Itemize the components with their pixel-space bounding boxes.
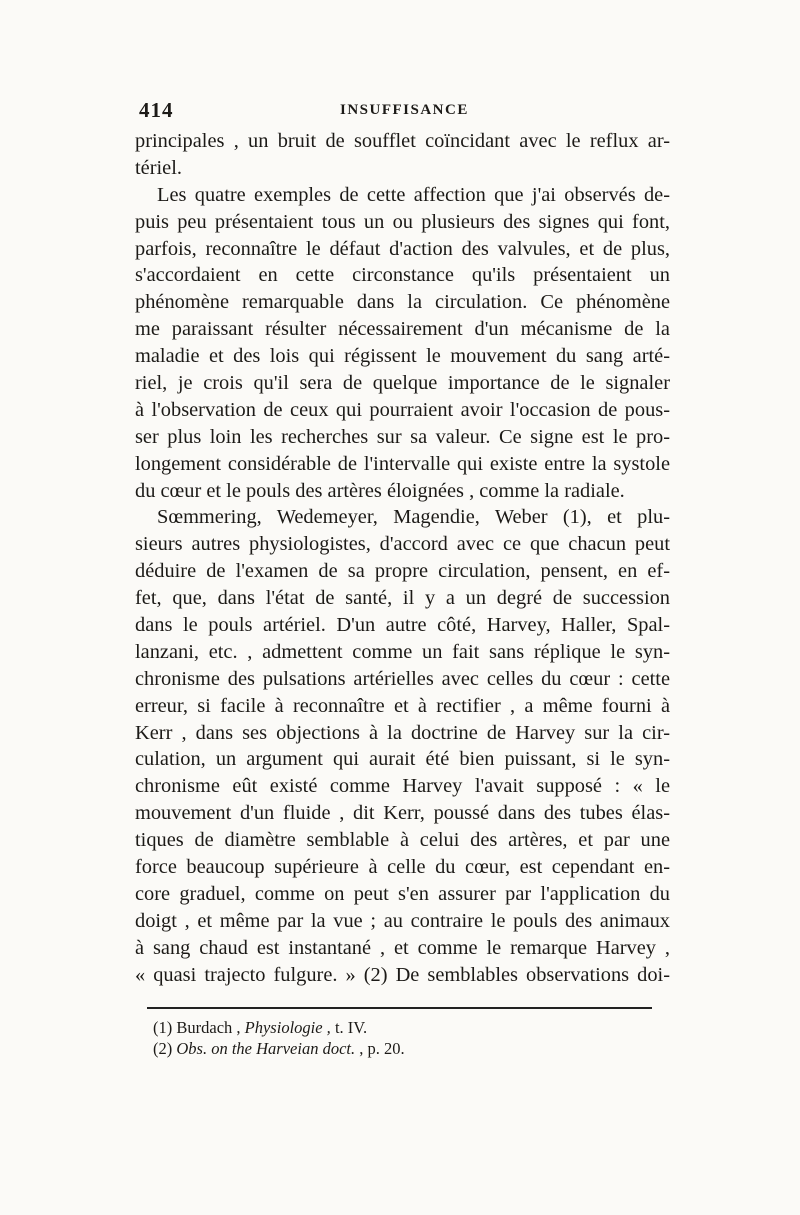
text-line: parfois, reconnaître le défaut d'action des valvules, et de plus,: [135, 237, 670, 260]
text-line: force beaucoup supérieure à celle du cœur, est cependant en-: [135, 856, 670, 879]
text-line: chronisme des pulsations artérielles avec celles du cœur : cette: [135, 667, 670, 690]
page-header: [135, 98, 670, 128]
text-line: erreur, si facile à reconnaître et à rectifier , a même fourni à: [135, 694, 670, 717]
text-line: doigt , et même par la vue ; au contraire le pouls des animaux: [135, 909, 670, 932]
footnote-marker: (2): [153, 1038, 173, 1058]
running-head: INSUFFISANCE: [340, 102, 469, 118]
footnote-marker: (1): [153, 1017, 173, 1037]
text-line: à l'observation de ceux qui pourraient avoir l'occasion de pous-: [135, 398, 670, 421]
text-line: tiques de diamètre semblable à celui des artères, et par une: [135, 829, 670, 852]
text-line: à sang chaud est instantané , et comme le remarque Harvey ,: [135, 936, 670, 959]
text-line: riel, je crois qu'il sera de quelque importance de le signaler: [135, 372, 670, 395]
text-line: longement considérable de l'intervalle qui existe entre la systole: [135, 452, 670, 475]
text-line: tériel.: [135, 156, 182, 179]
footnote-title: Physiologie ,: [244, 1017, 331, 1037]
footnote-reference: t. IV.: [334, 1017, 368, 1037]
text-line: core graduel, comme on peut s'en assurer par l'application du: [135, 882, 670, 905]
text-line: me paraissant résulter nécessairement d'un mécanisme de la: [135, 318, 670, 341]
book-page: [135, 98, 670, 1059]
text-line: sieurs autres physiologistes, d'accord avec ce que chacun peut: [135, 533, 670, 556]
text-line: culation, un argument qui aurait été bien puissant, si le syn-: [135, 748, 670, 771]
text-line: Kerr , dans ses objections à la doctrine de Harvey sur la cir-: [135, 721, 670, 744]
footnote-divider: [147, 1007, 652, 1009]
text-line: dans le pouls artériel. D'un autre côté, Harvey, Haller, Spal-: [135, 614, 670, 637]
text-line: mouvement d'un fluide , dit Kerr, poussé dans des tubes élas-: [135, 802, 670, 825]
text-line: phénomène remarquable dans la circulation. Ce phénomène: [135, 291, 670, 314]
text-line: s'accordaient en cette circonstance qu'ils présentaient un: [135, 264, 670, 287]
footnotes: [135, 1017, 670, 1059]
text-line: déduire de l'examen de sa propre circulation, pensent, en ef-: [135, 560, 670, 583]
footnote-reference: , p. 20.: [359, 1038, 405, 1058]
text-line: principales , un bruit de soufflet coïncidant avec le reflux ar-: [135, 130, 670, 152]
text-line: ser plus loin les recherches sur sa valeur. Ce signe est le pro-: [135, 425, 670, 448]
text-line: Les quatre exemples de cette affection que j'ai observés de-: [157, 183, 670, 206]
footnote: [153, 1038, 670, 1059]
footnote-title: Obs. on the Harveian doct.: [176, 1038, 356, 1058]
page-number: 414: [139, 98, 174, 122]
body-text: [135, 128, 670, 989]
text-line: Sœmmering, Wedemeyer, Magendie, Weber (1), et plu-: [157, 506, 670, 529]
text-line: chronisme eût existé comme Harvey l'avait supposé : « le: [135, 775, 670, 798]
text-line: lanzani, etc. , admettent comme un fait sans réplique le syn-: [135, 640, 670, 663]
footnote: [153, 1017, 670, 1038]
text-line: fet, que, dans l'état de santé, il y a un degré de succession: [135, 587, 670, 610]
text-line: maladie et des lois qui régissent le mouvement du sang arté-: [135, 345, 670, 368]
footnote-author: Burdach ,: [176, 1017, 241, 1037]
text-line: du cœur et le pouls des artères éloignées , comme la radiale.: [135, 479, 625, 502]
text-line: « quasi trajecto fulgure. » (2) De semblables observations doi-: [135, 963, 670, 986]
text-line: puis peu présentaient tous un ou plusieurs des signes qui font,: [135, 210, 670, 233]
